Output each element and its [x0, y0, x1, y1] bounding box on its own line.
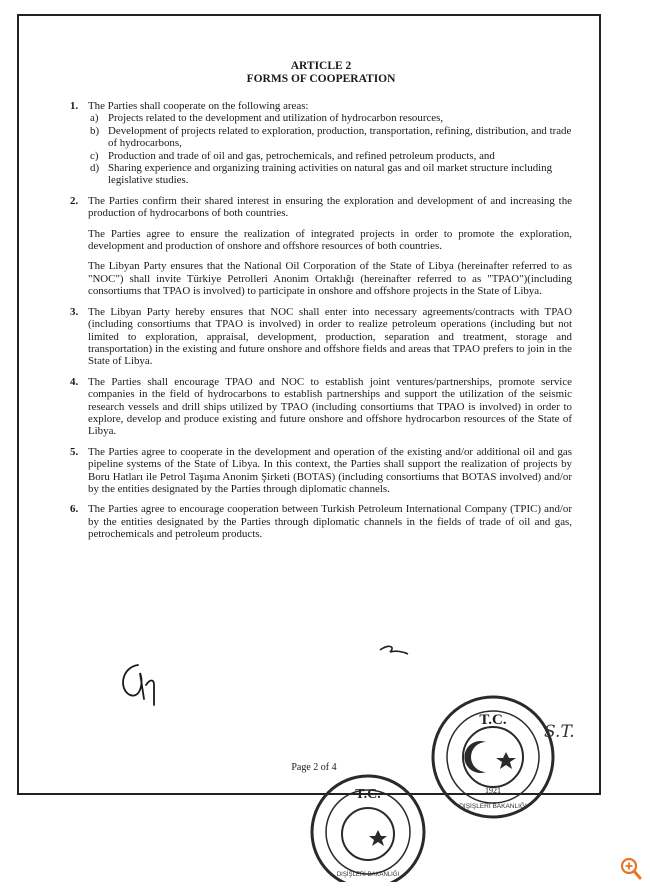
clause-number: 2.: [70, 194, 79, 207]
clause-5: [70, 446, 572, 496]
clause-2: [70, 195, 572, 220]
zoom-in-icon[interactable]: [620, 857, 642, 881]
clause-1: [70, 100, 572, 187]
clause-text: The Parties confirm their shared interest in ensuring the exploration and development of and increasing the production of hydrocarbons of both countries.: [88, 194, 572, 220]
svg-text:DIŞİŞLERİ BAKANLIĞI: DIŞİŞLERİ BAKANLIĞI: [459, 803, 527, 810]
clause-4: [70, 376, 572, 438]
signature-left: [110, 655, 170, 711]
clause-number: 6.: [70, 503, 79, 516]
svg-text:DIŞİŞLERİ BAKANLIĞI: DIŞİŞLERİ BAKANLIĞI: [336, 872, 400, 878]
clause-2-paragraph: The Parties agree to ensure the realization of integrated projects in order to promote the exploration, development and production of onshore and offshore resources of both countries.: [88, 227, 572, 253]
clause-2-paragraph: The Libyan Party ensures that the National Oil Corporation of the State of Libya (hereinafter referred to as "NOC") shall invite Türkiye Petrolleri Anonim Ortaklığı (hereinafter referred to as "TPAO")(including consortiums that TPAO is involved) to participate in onshore and offshore projects in the State of Libya.: [88, 260, 572, 298]
clause-number: 5.: [70, 445, 79, 458]
seal-bottom: [306, 772, 430, 882]
sub-item: a) Projects related to the development and utilization of hydrocarbon resources,: [90, 112, 444, 125]
clause-number: 4.: [70, 375, 79, 388]
clause-text: The Parties shall encourage TPAO and NOC to establish joint ventures/partnerships, promote service companies in the field of hydrocarbons to establish partnerships and support the utilization of the seismic research vessels and drill ships utilized by TPAO (including consortiums that TPAO is involved) in order to explore, develop and produce existing and future onshore and offshore hydrocarbon resources of the State of Libya.: [88, 375, 572, 438]
document-body: [70, 60, 572, 541]
article-title: ARTICLE 2 FORMS OF COOPERATION: [246, 60, 396, 85]
sub-list: [88, 112, 572, 186]
seal-top: [428, 692, 558, 822]
sub-item: d) Sharing experience and organizing training activities on natural gas and oil market structure including legislative studies.: [90, 162, 553, 187]
svg-text:1921: 1921: [485, 786, 501, 795]
sub-item: c) Production and trade of oil and gas, petrochemicals, and refined petroleum products, and: [90, 149, 495, 162]
clause-text: The Libyan Party hereby ensures that NOC shall enter into necessary agreements/contracts with TPAO (including consortiums that TPAO is involved) in order to realize petroleum operations (including but not limited to exploration, appraisal, development, production, separation and treatment, storage and transportation) in the existing and future onshore and offshore fields and areas that TPAO prefers to join in the State of Libya.: [88, 305, 572, 368]
svg-text:T.C.: T.C.: [479, 712, 507, 728]
clause-6: [70, 503, 572, 540]
initials-st: S.T.: [544, 722, 575, 742]
sub-item: b) Development of projects related to exploration, production, transportation, refining, distribution, and trade of hydrocarbons,: [90, 124, 572, 150]
clause-text: The Parties agree to cooperate in the development and operation of the existing and/or additional oil and gas pipeline systems of the State of Libya. In this context, the Parties shall support the realization of projects by Boru Hatları ile Petrol Taşıma Anonim Şirketi (BOTAS) (including consortiums that BOTAS involved) and/or by the entities designated by the Parties through diplomatic channels.: [88, 445, 572, 495]
initial-mark: [376, 640, 412, 660]
page-number: Page 2 of 4: [291, 762, 337, 773]
clause-number: 1.: [70, 100, 79, 112]
clause-number: 3.: [70, 305, 79, 318]
clause-3: [70, 306, 572, 368]
svg-text:T.C.: T.C.: [355, 787, 381, 802]
clause-text: The Parties agree to encourage cooperation between Turkish Petroleum International Company (TPIC) and/or by the entities designated by the Parties through diplomatic channels in the fields of trade of oil and gas, petrochemicals and petroleum products.: [88, 503, 572, 541]
clause-text: The Parties shall cooperate on the following areas:: [88, 100, 309, 112]
